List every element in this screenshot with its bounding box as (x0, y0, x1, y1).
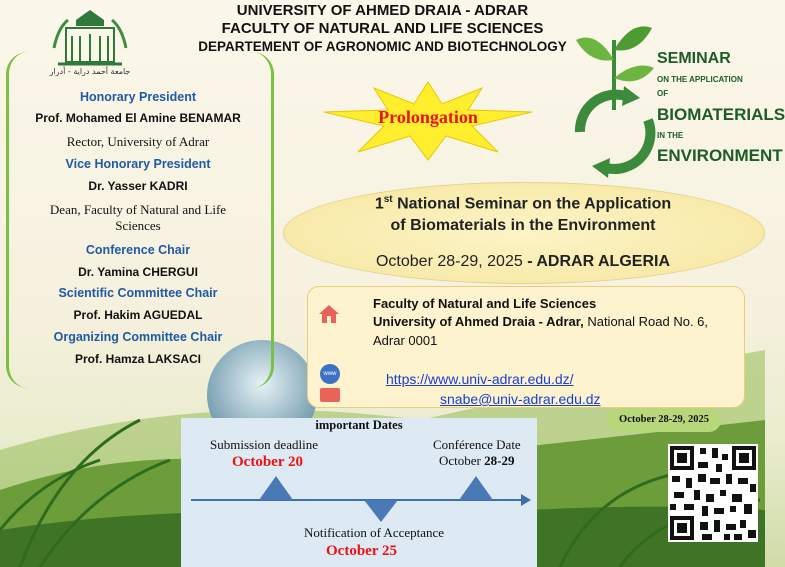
committee-name: Prof. Hakim AGUEDAL (73, 308, 203, 322)
notification-label: Notification of Acceptance (304, 525, 445, 540)
committee-name: Prof. Mohamed El Amine BENAMAR (35, 111, 241, 125)
committee-name: Dr. Yasser KADRI (88, 179, 188, 193)
seminar-logo-text: ON THE APPLICATION (657, 75, 743, 84)
globe-icon: www (320, 364, 340, 384)
committee-role: Conference Chair (85, 243, 191, 257)
submission-label: Submission deadline (210, 437, 318, 452)
seminar-logo-text: IN THE (657, 131, 684, 140)
seminar-logo-text: BIOMATERIALS (657, 105, 785, 124)
committee-role: Vice Honorary President (65, 157, 211, 171)
committee-desc: Dean, Faculty of Natural and Life Sciences (49, 202, 227, 233)
seminar-logo-text: ENVIRONMENT (657, 146, 783, 165)
seminar-title-line2: of Biomaterials in the Environment (390, 217, 656, 234)
prolongation-label: Prolongation (378, 107, 478, 127)
committee-role: Scientific Committee Chair (58, 286, 218, 300)
committee-desc: Rector, University of Adrar (66, 134, 210, 149)
mail-icon (320, 388, 340, 402)
notification-date: October 25 (326, 543, 397, 559)
conference-date: October 28-29 (439, 453, 515, 468)
date-badge: October 28-29, 2025 (607, 408, 721, 432)
conference-marker (459, 476, 493, 500)
seminar-dates: October 28-29, 2025 - ADRAR ALGERIA (375, 253, 670, 270)
seminar-logo-icon (566, 20, 662, 176)
address-line1: Faculty of Natural and Life Sciences (373, 296, 597, 311)
address-line2: University of Ahmed Draia - Adrar, National Road No. 6, (373, 314, 709, 329)
qr-code[interactable] (668, 444, 758, 542)
submission-marker (259, 476, 293, 500)
address-line3: Adrar 0001 (373, 333, 438, 348)
important-dates-title: important Dates (315, 418, 403, 432)
notification-marker (364, 500, 398, 522)
seminar-logo-text: SEMINAR (657, 50, 731, 67)
email-link[interactable]: snabe@univ-adrar.edu.dz (440, 391, 601, 407)
committee-name: Dr. Yamina CHERGUI (78, 265, 198, 279)
faculty-name: FACULTY OF NATURAL AND LIFE SCIENCES (221, 20, 544, 37)
committee-role: Organizing Committee Chair (53, 330, 223, 344)
logo-caption: جامعة أحمد دراية - أدرار (49, 67, 131, 76)
home-icon (318, 304, 340, 324)
submission-date: October 20 (232, 454, 303, 470)
committee-name: Prof. Hamza LAKSACI (74, 352, 202, 366)
department-name: DEPARTEMENT OF AGRONOMIC AND BIOTECHNOLOGY (198, 39, 567, 54)
seminar-title-line1: 1st National Seminar on the Application (374, 194, 672, 213)
conference-label: Conférence Date (433, 437, 521, 452)
university-name: UNIVERSITY OF AHMED DRAIA - ADRAR (236, 2, 529, 19)
committee-role: Honorary President (79, 90, 196, 104)
website-link[interactable]: https://www.univ-adrar.edu.dz/ (386, 371, 574, 387)
seminar-logo-text: OF (657, 89, 669, 98)
